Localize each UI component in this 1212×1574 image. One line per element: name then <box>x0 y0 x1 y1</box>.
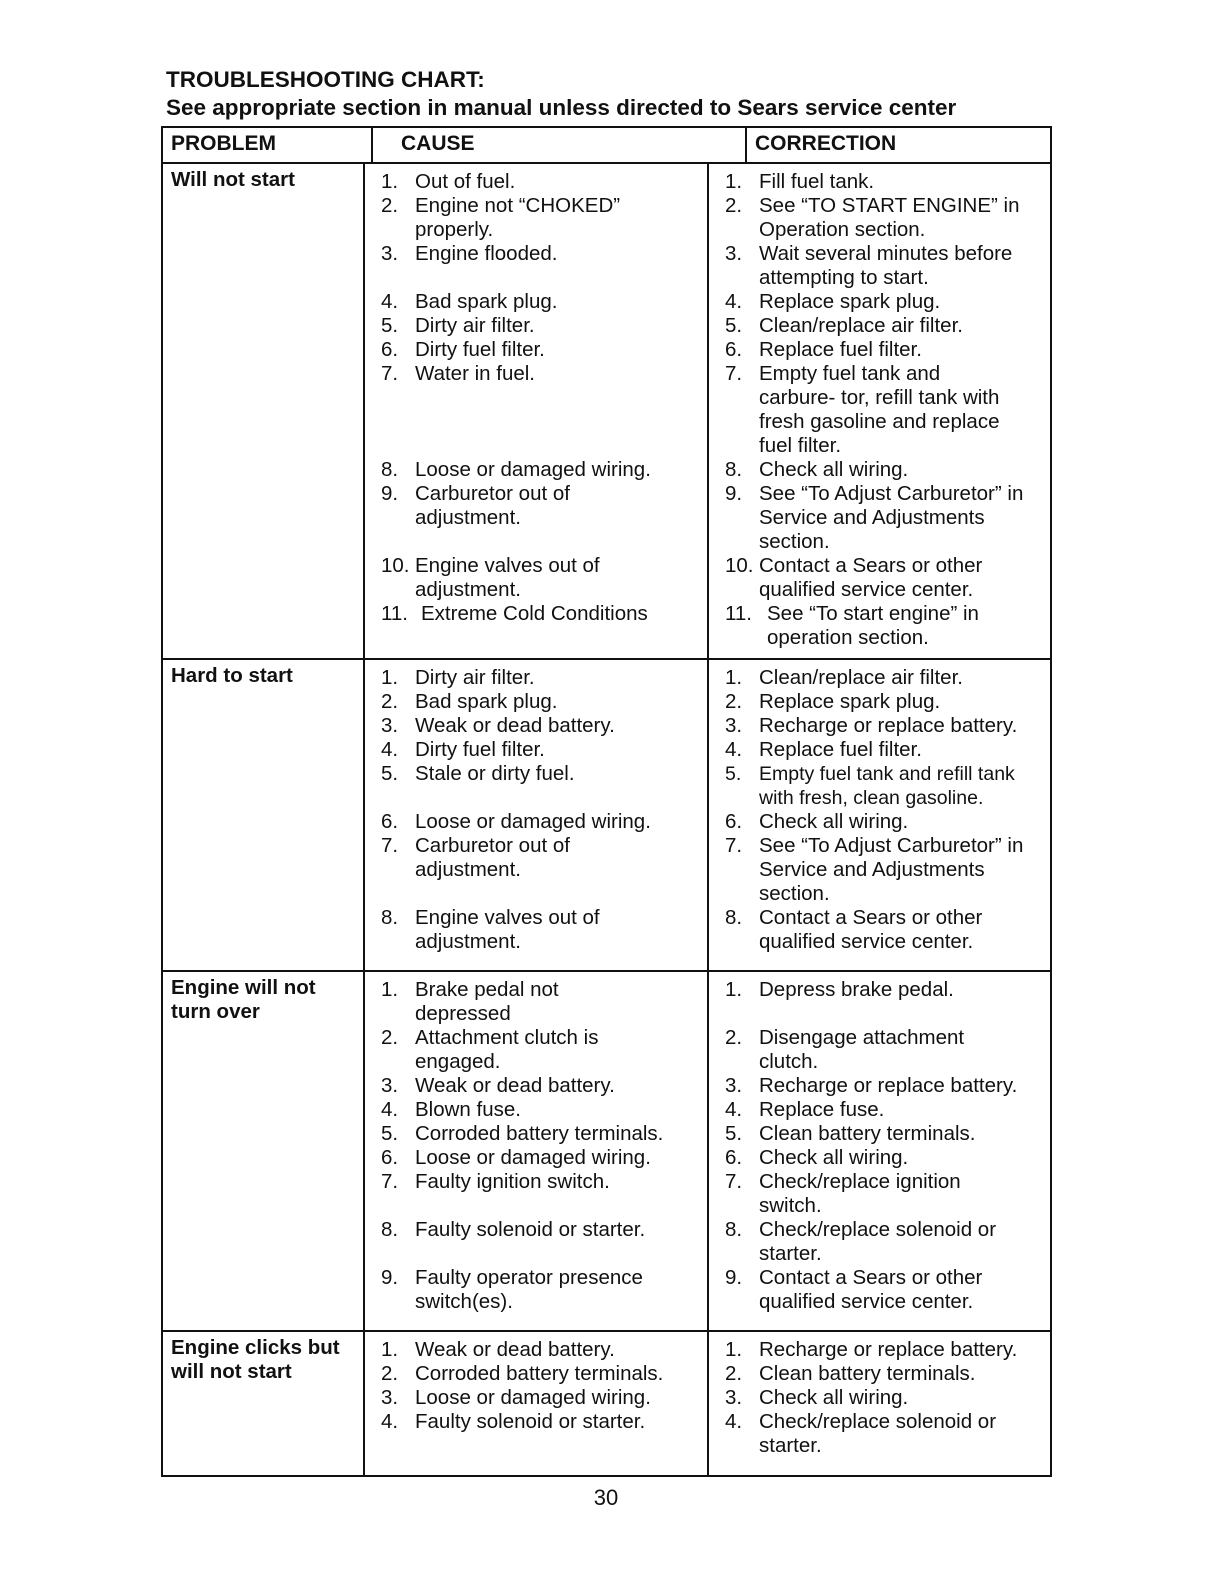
troubleshooting-table <box>161 126 1052 1477</box>
problem-cell <box>163 972 363 1330</box>
problem-cell <box>163 660 363 970</box>
list-item: 1. Fill fuel tank. <box>725 170 875 193</box>
list-item: 1. Recharge or replace battery. <box>725 1338 1018 1361</box>
list-item: 4. Bad spark plug. <box>381 290 558 313</box>
list-item: 2. Attachment clutch is engaged. <box>381 1026 599 1073</box>
list-item: 1. Weak or dead battery. <box>381 1338 615 1361</box>
header-problem: PROBLEM <box>171 132 276 155</box>
correction-cell <box>707 660 1050 970</box>
list-item: 6. Loose or damaged wiring. <box>381 1146 651 1169</box>
list-item: 3. Recharge or replace battery. <box>725 714 1018 737</box>
section-engine-clicks-but-will-not-start <box>163 1332 1050 1475</box>
page-number: 30 <box>593 1485 619 1510</box>
list-item: 3. Weak or dead battery. <box>381 1074 615 1097</box>
list-item: 4. Faulty solenoid or starter. <box>381 1410 646 1433</box>
list-item: 6. Check all wiring. <box>725 1146 909 1169</box>
list-item: 2. Clean battery terminals. <box>725 1362 976 1385</box>
list-item: 8. Engine valves out of adjustment. <box>381 906 600 953</box>
correction-cell <box>707 1332 1050 1475</box>
list-item: 2. Engine not “CHOKED” properly. <box>381 194 621 241</box>
list-item: 6. Loose or damaged wiring. <box>381 810 651 833</box>
list-item: 5. Corroded battery terminals. <box>381 1122 664 1145</box>
list-item: 3. Weak or dead battery. <box>381 714 615 737</box>
list-item: 11. Extreme Cold Conditions <box>381 602 648 625</box>
header-correction: CORRECTION <box>745 128 1050 162</box>
list-item: 1. Clean/replace air filter. <box>725 666 963 689</box>
list-item: 4. Replace fuel filter. <box>725 738 922 761</box>
section-will-not-start <box>163 164 1050 660</box>
header-cause: CAUSE <box>371 128 745 162</box>
list-item: 8. Check all wiring. <box>725 458 909 481</box>
list-item: 2. See “TO START ENGINE” in Operation section. <box>725 194 1020 241</box>
list-item: 6. Replace fuel filter. <box>725 338 922 361</box>
list-item: 4. Replace fuse. <box>725 1098 885 1121</box>
section-engine-will-not-turn-over <box>163 972 1050 1332</box>
cause-cell <box>363 164 707 658</box>
list-item: 10. Engine valves out of adjustment. <box>381 554 600 601</box>
chart-title: TROUBLESHOOTING CHART: <box>166 67 485 92</box>
list-item: 3. Loose or damaged wiring. <box>381 1386 651 1409</box>
list-item: 10. Contact a Sears or other qualified service center. <box>725 554 983 601</box>
list-item: 2. Disengage attachment clutch. <box>725 1026 965 1073</box>
list-item: 9. Carburetor out of adjustment. <box>381 482 570 529</box>
list-item: 2. Replace spark plug. <box>725 690 941 713</box>
list-item: 7. Faulty ignition switch. <box>381 1170 610 1193</box>
list-item: 9. Faulty operator presence switch(es). <box>381 1266 643 1313</box>
list-item: 11. See “To start engine” in operation section. <box>725 602 979 649</box>
cause-cell <box>363 1332 707 1475</box>
list-item: 9. Contact a Sears or other qualified service center. <box>725 1266 983 1313</box>
list-item: 5. Dirty air filter. <box>381 314 535 337</box>
list-item: 8. Faulty solenoid or starter. <box>381 1218 646 1241</box>
list-item: 3. Recharge or replace battery. <box>725 1074 1018 1097</box>
cause-cell <box>363 660 707 970</box>
chart-subtitle: See appropriate section in manual unless directed to Sears service center <box>166 95 957 120</box>
list-item: 2. Bad spark plug. <box>381 690 558 713</box>
list-item: 4. Dirty fuel filter. <box>381 738 545 761</box>
problem-cell <box>163 1332 363 1475</box>
problem-label-line-2: turn over <box>171 1000 260 1023</box>
problem-label: Will not start <box>171 168 295 191</box>
list-item: 4. Replace spark plug. <box>725 290 941 313</box>
cause-cell <box>363 972 707 1330</box>
list-item: 5. Clean battery terminals. <box>725 1122 976 1145</box>
list-item: 6. Check all wiring. <box>725 810 909 833</box>
list-item: 8. Check/replace solenoid or starter. <box>725 1218 997 1265</box>
list-item: 3. Engine flooded. <box>381 242 558 265</box>
list-item: 1. Out of fuel. <box>381 170 516 193</box>
list-item: 5. Empty fuel tank and refill tank with fresh, clean gasoline. <box>725 763 1015 809</box>
list-item: 6. Dirty fuel filter. <box>381 338 545 361</box>
list-item: 8. Contact a Sears or other qualified service center. <box>725 906 983 953</box>
correction-cell <box>707 164 1050 658</box>
list-item: 1. Brake pedal not depressed <box>381 978 559 1025</box>
section-hard-to-start <box>163 660 1050 972</box>
list-item: 3. Wait several minutes before attempting to start. <box>725 242 1013 289</box>
list-item: 7. Check/replace ignition switch. <box>725 1170 961 1217</box>
list-item: 9. See “To Adjust Carburetor” in Service and Adjustments section. <box>725 482 1024 553</box>
list-item: 4. Blown fuse. <box>381 1098 521 1121</box>
problem-label: Hard to start <box>171 664 293 687</box>
table-header-row <box>163 128 1050 164</box>
list-item: 1. Depress brake pedal. <box>725 978 954 1001</box>
problem-label-line-2: will not start <box>171 1360 292 1383</box>
list-item: 2. Corroded battery terminals. <box>381 1362 664 1385</box>
problem-label-line-1: Engine clicks but <box>171 1336 340 1359</box>
list-item: 7. Water in fuel. <box>381 362 536 385</box>
problem-label-line-1: Engine will not <box>171 976 316 999</box>
list-item: 5. Stale or dirty fuel. <box>381 762 575 785</box>
list-item: 4. Check/replace solenoid or starter. <box>725 1410 997 1457</box>
list-item: 3. Check all wiring. <box>725 1386 909 1409</box>
correction-cell <box>707 972 1050 1330</box>
list-item: 7. Carburetor out of adjustment. <box>381 834 570 881</box>
list-item: 7. See “To Adjust Carburetor” in Service and Adjustments section. <box>725 834 1024 905</box>
list-item: 7. Empty fuel tank and carbure- tor, refill tank with fresh gasoline and replace fuel filter. <box>725 362 1000 457</box>
list-item: 1. Dirty air filter. <box>381 666 535 689</box>
list-item: 5. Clean/replace air filter. <box>725 314 963 337</box>
problem-cell <box>163 164 363 658</box>
list-item: 8. Loose or damaged wiring. <box>381 458 651 481</box>
